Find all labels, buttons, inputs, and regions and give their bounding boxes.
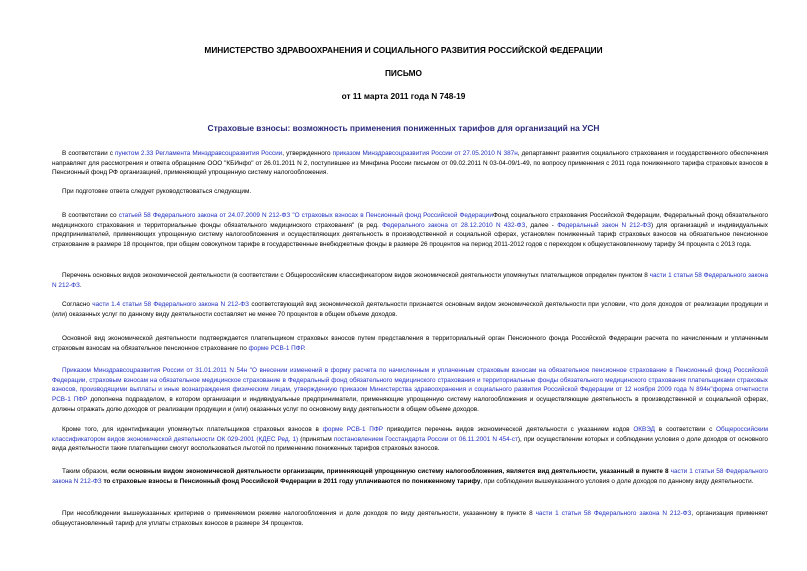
paragraph-6: Основной вид экономической деятельности подтверждается плательщиком страховых взносов путем представления в территориальный орган Пенсионного фонда Российской Федерации расчета по начисленным и уплаченным страховым взносам на обязательное пенсионное страхование по форме РСВ-1 ПФР.: [52, 335, 768, 352]
link-law-212fz[interactable]: Федеральный закон N 212-ФЗ: [557, 221, 651, 229]
link-article-58-212fz[interactable]: статьей 58 Федерального закона от 24.07.2009 N 212-ФЗ "О страховых взносах в Пенсионный фонд Российской Федерации: [118, 212, 493, 219]
document-type: ПИСЬМО: [384, 68, 423, 78]
link-form-rsv1[interactable]: форме РСВ-1 ПФР: [248, 344, 304, 352]
paragraph-5: Согласно части 1.4 статьи 58 Федерального закона N 212-ФЗ соответствующий вид экономической деятельности признается основным видом экономической деятельности при условии, что доля доходов от реализации продукции и (или) оказанных услуг по данному виду деятельности составляет не менее 70 процентов в общем объеме доходов.: [52, 301, 768, 318]
paragraph-10: При несоблюдении вышеуказанных критериев о применяемом режиме налогообложения и доле доходов по виду деятельности, указанному в пункте 8 части 1 статьи 58 Федерального закона N 212-ФЗ, организация применяет общеустановленный тариф для уплаты страховых взносов в размере 34 процентов.: [52, 510, 768, 527]
link-part1-article58-3[interactable]: части 1 статьи 58 Федерального закона N 212-ФЗ: [535, 510, 692, 517]
link-part1-article58[interactable]: части 1 статьи 58 Федерального закона N 212-ФЗ: [52, 272, 768, 289]
link-regulation-2-33[interactable]: пунктом 2.33 Регламента Минздравсоцразвития России: [114, 150, 283, 157]
paragraph-3: В соответствии со статьей 58 Федерального закона от 24.07.2009 N 212-ФЗ "О страховых взносах в Пенсионный фонд Российской ФедерацииФонд социального страхования Российской Федерации, Федеральный фонд обязательного медицинского страхования и территориальные фонды обязательного медицинского страхования" (в ред. Федерального закона от 28.12.2010 N 432-ФЗ, далее - Федеральный закон N 212-ФЗ) для организаций и индивидуальных предпринимателей, применяющих упрощенную систему налогообложения и осуществляющих деятельность в производственной и социальной сферах, установлен пониженный тариф страховых взносов на обязательное пенсионное страхование в размере 18 процентов, при общем совокупном тарифе в государственные внебюджетные фонды в размере 26 процентов на период 2011-2012 годов с переходом к общеустановленному тарифу 34 процента с 2013 года.: [52, 212, 769, 249]
link-law-432fz[interactable]: Федерального закона от 28.12.2010 N 432-ФЗ: [382, 221, 526, 229]
link-gosstandart-454st[interactable]: постановлением Госстандарта России от 06.11.2001 N 454-ст: [333, 435, 518, 443]
link-order-387n[interactable]: приказом Минздравсоцразвития России от 27.05.2010 N 387н: [332, 150, 518, 157]
link-form-rsv1-report[interactable]: форма отчетности РСВ-1 ПФР: [52, 386, 768, 404]
link-okved[interactable]: ОКВЭД: [633, 426, 655, 433]
link-part1-article58-2[interactable]: части 1 статьи 58 Федерального закона N 212-ФЗ: [52, 468, 768, 485]
document-subject: Страховые взносы: возможность применения пониженных тарифов для организаций на УСН: [207, 123, 600, 133]
paragraph-1: В соответствии с пунктом 2.33 Регламента Минздравсоцразвития России, утвержденного приказом Минздравсоцразвития России от 27.05.2010 N 387н, департамент развития социального страхования и государственного обеспечения направляет для рассмотрения и ответа обращение ООО "КБИнфо" от 26.01.2011 N 2, поступившее из Минфина России письмом от 09.02.2011 N 03-04-09/1-49, по вопросу применения с 2011 года пониженного тарифа страховых взносов в Пенсионный фонд РФ организацией, применяющей упрощенную систему налогообложения.: [52, 150, 769, 177]
link-part1-4-article58[interactable]: части 1.4 статьи 58 Федерального закона N 212-ФЗ: [92, 301, 249, 308]
link-form-rsv1-2[interactable]: форме РСВ-1 ПФР: [322, 426, 384, 433]
link-ok-029-2001[interactable]: Общероссийским классификатором видов экономической деятельности ОК 029-2001 (КДЕС Ред. 1): [52, 426, 769, 443]
paragraph-8: Кроме того, для идентификации упомянутых плательщиков страховых взносов в форме РСВ-1 ПФР приводится перечень видов экономической деятельности с указанием кодов ОКВЭД в соответствии с Общероссийским классификатором видов экономической деятельности ОК 029-2001 (КДЕС Ред. 1) (принятым постановлением Госстандарта России от 06.11.2001 N 454-ст), при осуществлении которых и соблюдении условия о доле доходов от основного вида деятельности такие плательщики смогут воспользоваться льготой по применению пониженных тарифов страховых взносов.: [52, 426, 769, 453]
paragraph-9: Таким образом, если основным видом экономической деятельности организации, применяющей упрощенную систему налогообложения, является вид деятельности, указанный в пункте 8 части 1 статьи 58 Федерального закона N 212-ФЗ то страховые взносы в Пенсионный фонд Российской Федерации в 2011 году уплачиваются по пониженному тарифу, при соблюдении вышеуказанного условия о доле доходов по данному виду деятельности.: [52, 468, 768, 485]
document-date: от 11 марта 2011 года N 748-19: [341, 91, 466, 101]
ministry-heading: МИНИСТЕРСТВО ЗДРАВООХРАНЕНИЯ И СОЦИАЛЬНОГО РАЗВИТИЯ РОССИЙСКОЙ ФЕДЕРАЦИИ: [204, 45, 603, 55]
link-order-54n[interactable]: Приказом Минздравсоцразвития России от 31.01.2011 N 54н "О внесении изменений в форму расчета по начисленным и уплаченным страховым взносам на обязательное пенсионное страхование в Пенсионный фонд Российской Федерации, страховым взносам на обязательное медицинское страхование в Федеральный фонд обязательного медицинского страхования и территориальные фонды обязательного медицинского страхования плательщиками страховых взносов, производящими выплаты и иные вознаграждения физическим лицам, утвержденную приказом Министерства здравоохранения и социального развития Российской Федерации от 12 ноября 2009 года N 894н": [52, 367, 768, 394]
paragraph-4: Перечень основных видов экономической деятельности (в соответствии с Общероссийским классификатором видов экономической деятельности упомянутых плательщиков определен пунктом 8 части 1 статьи 58 Федерального закона N 212-ФЗ.: [52, 272, 768, 289]
paragraph-7: Приказом Минздравсоцразвития России от 31.01.2011 N 54н "О внесении изменений в форму расчета по начисленным и уплаченным страховым взносам на обязательное пенсионное страхование в Пенсионный фонд Российской Федерации, страховым взносам на обязательное медицинское страхование в Федеральный фонд обязательного медицинского страхования и территориальные фонды обязательного медицинского страхования плательщиками страховых взносов, производящими выплаты и иные вознаграждения физическим лицам, утвержденную приказом Министерства здравоохранения и социального развития Российской Федерации от 12 ноября 2009 года N 894н"форма отчетности РСВ-1 ПФР дополнена подразделом, в котором организации и индивидуальные предприниматели, применяющие упрощенную систему налогообложения и осуществляющие деятельность в производственной и социальной сферах, должны отражать долю доходов от реализации продукции и (или) оказанных услуг по основному виду деятельности в общем объеме доходов.: [52, 367, 768, 413]
paragraph-2: При подготовке ответа следует руководствоваться следующим.: [62, 188, 252, 195]
